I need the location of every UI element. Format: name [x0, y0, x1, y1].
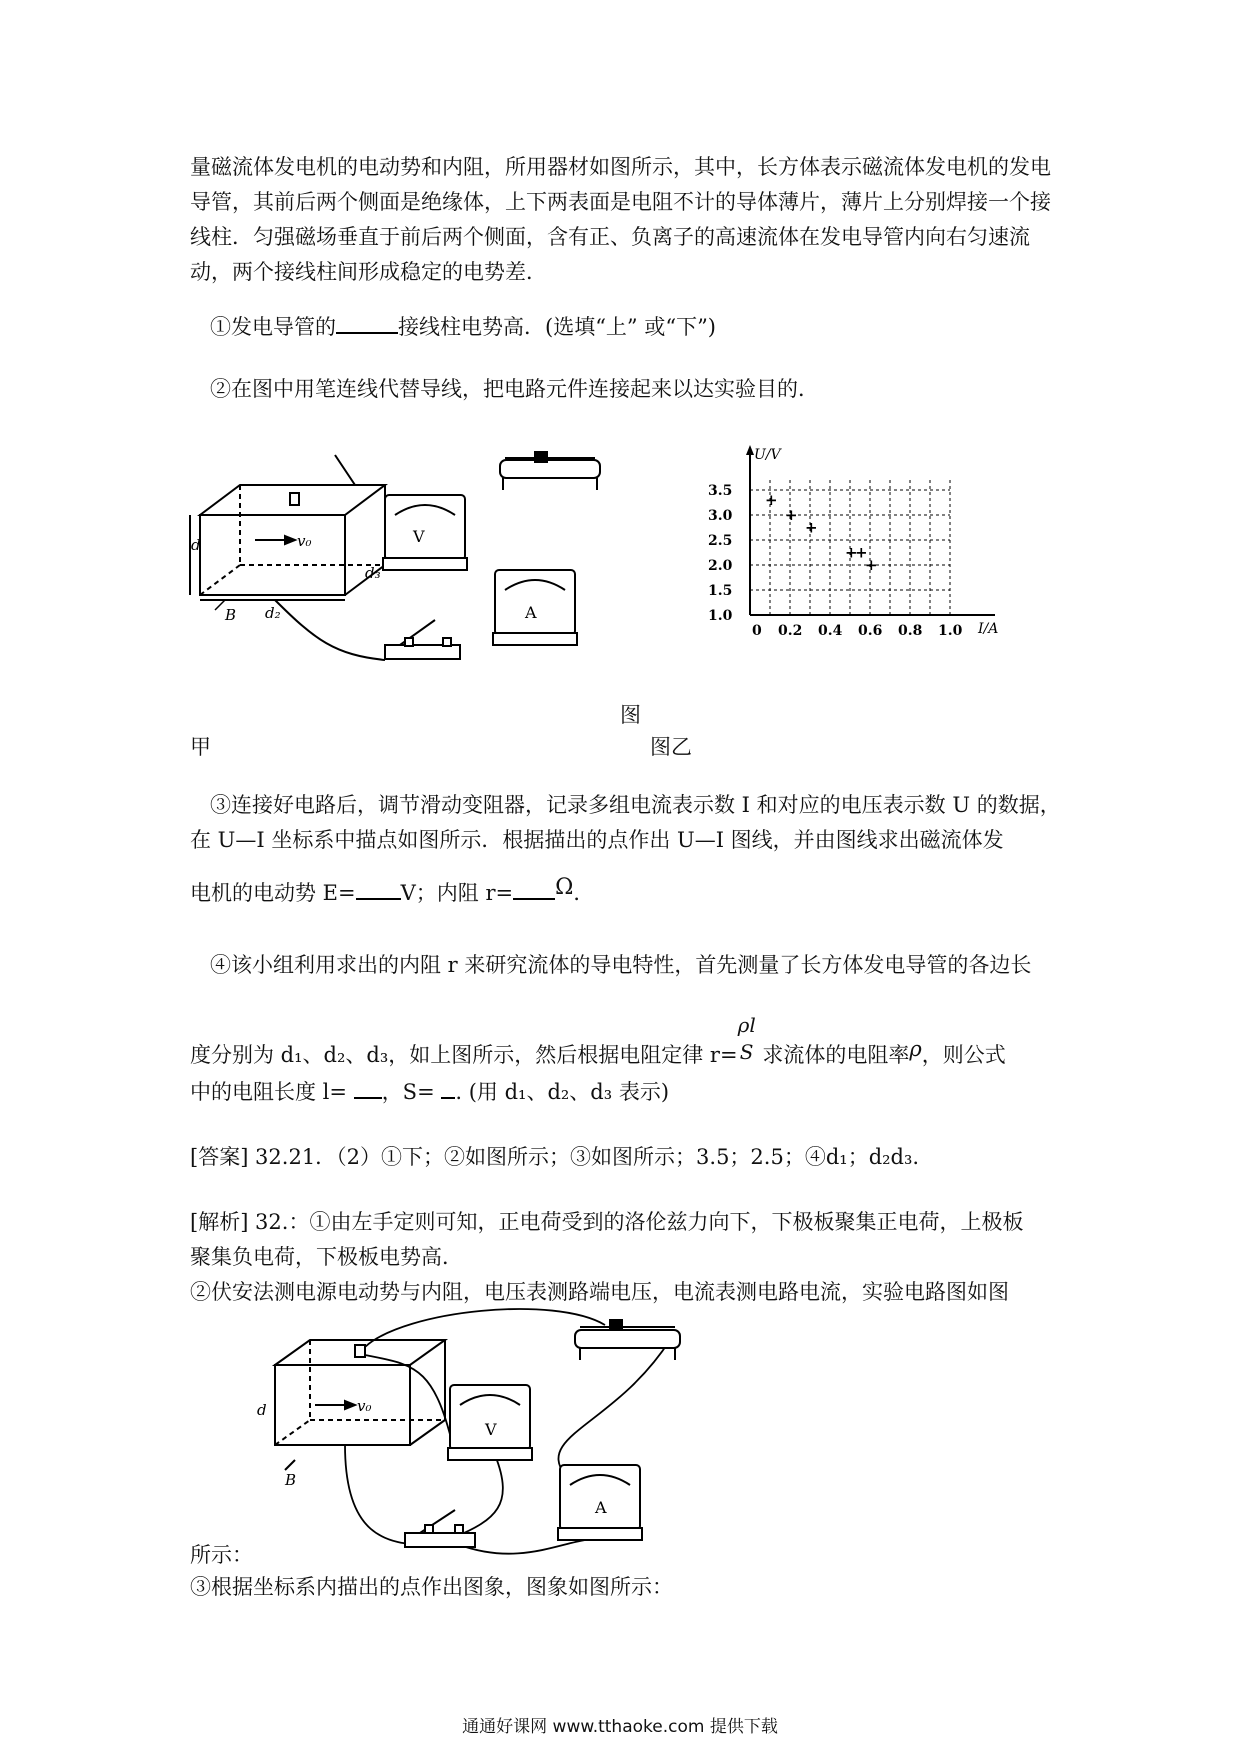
- omega-symbol: Ω: [555, 875, 574, 900]
- rheostat-icon: [500, 452, 600, 490]
- question-1: [210, 310, 1090, 345]
- question-4-line3: [190, 1075, 1070, 1110]
- q3-text-b: V；内阻 r=: [400, 881, 514, 905]
- fig2-label-B: B: [285, 1471, 297, 1489]
- answer-line: [答案] 32.21．（2）①下；②如图所示；③如图所示；3.5；2.5；④d₁；d₂d₃.: [190, 1145, 920, 1169]
- fig1-label-v0: v₀: [297, 532, 312, 550]
- data-point: +: [805, 518, 818, 537]
- question-3-line2: [190, 870, 1070, 911]
- y-tick-label: 1.0: [708, 608, 733, 624]
- figure-circuit: [255, 1305, 775, 1555]
- y-tick-label: 3.0: [708, 508, 733, 524]
- generator-duct: [190, 455, 385, 660]
- q4-text-e: ，S=: [381, 1080, 435, 1104]
- q1-post: 接线柱电势高．(选填“上” 或“下”): [398, 315, 717, 339]
- ui-graph: [700, 445, 1020, 645]
- rho-symbol: ρ: [909, 1037, 922, 1061]
- q4-text-c: ，则公式: [921, 1043, 1006, 1067]
- fig1-caption-right: 图乙: [650, 735, 692, 759]
- graph-xlabel: I/A: [978, 621, 999, 637]
- fig2-label-d: d: [257, 1401, 267, 1419]
- fig1-caption-top: 图: [620, 703, 641, 727]
- q4-blank-l[interactable]: [354, 1075, 382, 1099]
- ammeter-label: A: [525, 603, 537, 622]
- analysis-line-4: 所示：: [190, 1543, 253, 1567]
- x-tick-label: 1.0: [938, 623, 963, 639]
- x-tick-label: 0.4: [818, 623, 843, 639]
- fig1-label-B: B: [225, 606, 237, 624]
- fig1-label-d: d: [191, 536, 201, 554]
- ammeter-icon: [493, 570, 577, 645]
- y-tick-label: 2.0: [708, 558, 733, 574]
- question-4: ④该小组利用求出的内阻 r 来研究流体的导电特性，首先测量了长方体发电导管的各边长: [210, 953, 1032, 977]
- graph-points: [765, 491, 878, 574]
- q4-text-f: . (用 d₁、d₂、d₃ 表示): [455, 1080, 670, 1104]
- voltmeter-label: V: [413, 527, 425, 546]
- q4-blank-S[interactable]: [441, 1075, 455, 1099]
- q4-text-d: 中的电阻长度 l=: [190, 1080, 347, 1104]
- voltmeter-icon: [383, 495, 467, 570]
- data-point: +: [855, 543, 868, 562]
- q3-blank-r[interactable]: [513, 876, 555, 900]
- y-tick-label: 1.5: [708, 583, 733, 599]
- q1-pre: ①发电导管的: [210, 315, 336, 339]
- data-point: +: [845, 543, 858, 562]
- question-3: ③连接好电路后，调节滑动变阻器，记录多组电流表示数 I 和对应的电压表示数 U 的数据，在 U—I 坐标系中描点如图所示．根据描出的点作出 U—I 图线，并由图线求出磁流体发: [190, 793, 1061, 852]
- intro-paragraph: 量磁流体发电机的电动势和内阻，所用器材如图所示，其中，长方体表示磁流体发电机的发电导管，其前后两个侧面是绝缘体，上下两表面是电阻不计的导体薄片，薄片上分别焊接一个接线柱．匀强磁场垂直于前后两个侧面，含有正、负离子的高速流体在发电导管内向右匀速流动，两个接线柱间形成稳定的电势差．: [190, 155, 1051, 284]
- q4-text-b: 求流体的电阻率: [762, 1043, 910, 1067]
- page-footer: 通通好课网 www.tthaoke.com 提供下载: [462, 1717, 778, 1737]
- voltmeter-label-2: V: [485, 1420, 497, 1439]
- q3-text-a: 电机的电动势 E=: [190, 881, 356, 905]
- data-point: +: [765, 491, 778, 509]
- switch-icon: [385, 620, 460, 659]
- fig1-caption-left: 甲: [190, 735, 211, 759]
- x-tick-label: 0.8: [898, 623, 923, 639]
- data-point: +: [785, 506, 798, 524]
- formula-denominator: S: [739, 1040, 754, 1064]
- y-tick-label: 2.5: [708, 533, 733, 549]
- figure-apparatus: [185, 450, 725, 670]
- q3-blank-E[interactable]: [356, 876, 401, 900]
- ammeter-label-2: A: [595, 1498, 607, 1517]
- resistance-formula: [738, 1012, 756, 1065]
- fig1-label-d2: d₂: [265, 604, 281, 622]
- rheostat-icon-2: [575, 1320, 680, 1360]
- q4-text-a: 度分别为 d₁、d₂、d₃，如上图所示，然后根据电阻定律 r=: [190, 1043, 738, 1067]
- data-point: +: [865, 556, 878, 574]
- formula-numerator: ρl: [737, 1013, 756, 1037]
- x-tick-label: 0: [752, 623, 762, 639]
- fig2-label-v0: v₀: [357, 1397, 372, 1415]
- graph-ylabel: U/V: [754, 447, 781, 463]
- analysis-line-1: [解析] 32.：①由左手定则可知，正电荷受到的洛伦兹力向下，下极板聚集正电荷，上极板: [190, 1210, 1024, 1234]
- ammeter-icon-2: [558, 1465, 642, 1540]
- analysis-line-3: ②伏安法测电源电动势与内阻，电压表测路端电压，电流表测电路电流，实验电路图如图: [190, 1280, 1009, 1304]
- x-tick-label: 0.6: [858, 623, 883, 639]
- q1-blank[interactable]: [336, 310, 398, 334]
- y-tick-label: 3.5: [708, 483, 733, 499]
- fig1-label-d3: d₃: [365, 564, 381, 582]
- x-tick-label: 0.2: [778, 623, 803, 639]
- voltmeter-icon-2: [448, 1385, 532, 1460]
- analysis-line-5: ③根据坐标系内描出的点作出图象，图象如图所示：: [190, 1575, 673, 1599]
- question-2: ②在图中用笔连线代替导线，把电路元件连接起来以达实验目的．: [210, 377, 819, 401]
- q3-text-c: ．: [573, 881, 595, 905]
- analysis-line-2: 聚集负电荷，下极板电势高．: [190, 1245, 463, 1269]
